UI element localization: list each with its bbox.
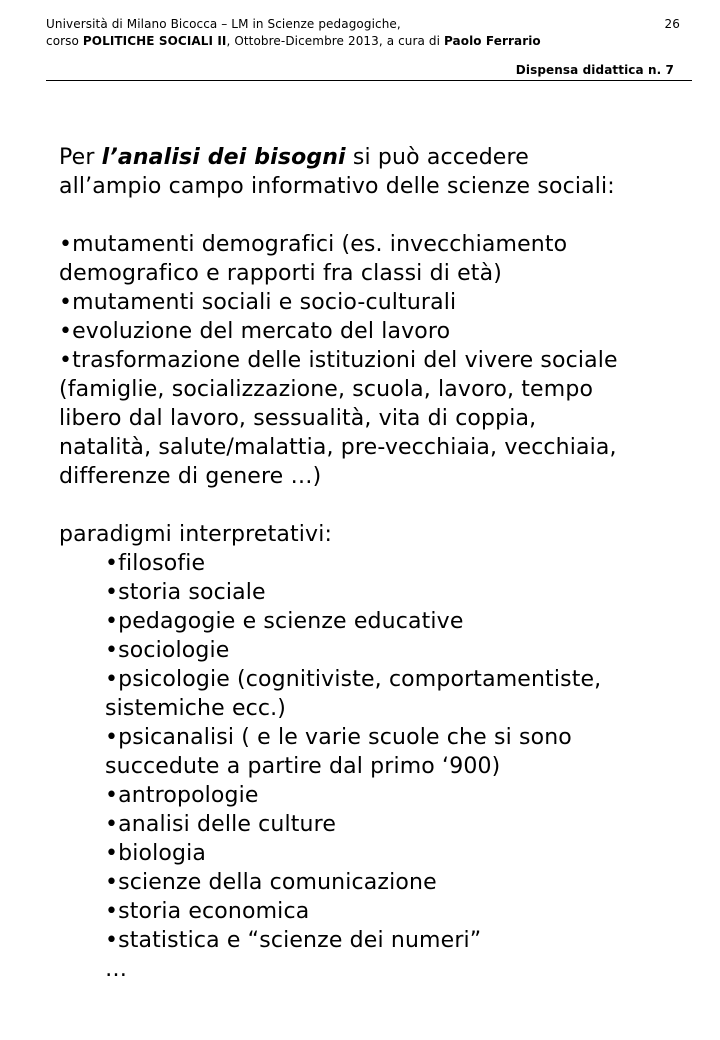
paradigm-item-line: •psicologie (cognitiviste, comportamentiste, (105, 667, 602, 692)
paradigm-item-line: •pedagogie e scienze educative (105, 609, 464, 634)
bullet-item (59, 288, 689, 317)
paradigm-item-line: •sociologie (105, 638, 230, 663)
header-dispensa: Dispensa didattica n. 7 (515, 63, 674, 77)
bullet-item-line: differenze di genere …) (59, 464, 322, 489)
paradigm-item (105, 549, 689, 578)
paradigm-item-line: •filosofie (105, 551, 206, 576)
paradigm-item (105, 839, 689, 868)
header-course-line (46, 33, 692, 50)
paradigm-item-line: •antropologie (105, 783, 259, 808)
bullet-item-line: •evoluzione del mercato del lavoro (59, 319, 451, 344)
spacer (59, 491, 689, 520)
paradigms-ellipsis: … (105, 957, 128, 982)
page-body (59, 143, 689, 984)
bullet-item-line: libero dal lavoro, sessualità, vita di coppia, (59, 406, 537, 431)
paradigm-list (59, 549, 689, 955)
spacer (59, 201, 689, 230)
intro-prefix: Per (59, 145, 102, 170)
paradigm-item (105, 723, 689, 781)
paradigm-item-line: •analisi delle culture (105, 812, 337, 837)
paradigm-item-line: •statistica e “scienze dei numeri” (105, 928, 482, 953)
paradigm-item (105, 607, 689, 636)
paradigm-item (105, 636, 689, 665)
bullet-list (59, 230, 689, 491)
bullet-item-line: •mutamenti sociali e socio-culturali (59, 290, 457, 315)
paradigm-item (105, 897, 689, 926)
bullet-item (59, 346, 689, 491)
bullet-item-line: •mutamenti demografici (es. invecchiamento (59, 232, 568, 257)
header-university: Università di Milano Bicocca – LM in Scienze pedagogiche, (46, 17, 401, 31)
bullet-item-line: natalità, salute/malattia, pre-vecchiaia, vecchiaia, (59, 435, 617, 460)
paradigm-item-line: •storia sociale (105, 580, 266, 605)
paradigm-item (105, 926, 689, 955)
header-university-line (46, 16, 692, 33)
bullet-item (59, 230, 689, 288)
page-header (46, 16, 692, 77)
paradigm-item (105, 868, 689, 897)
header-course-details: , Ottobre-Dicembre 2013, a cura di (226, 34, 444, 48)
bullet-item (59, 317, 689, 346)
intro-emphasis: l’analisi dei bisogni (101, 145, 346, 170)
intro-line-1 (59, 143, 689, 172)
page-number: 26 (664, 17, 680, 31)
paradigm-item-line: •scienze della comunicazione (105, 870, 437, 895)
paradigm-item-line: sistemiche ecc.) (105, 696, 287, 721)
intro-rest: si può accedere (345, 145, 529, 170)
bullet-item-line: demografico e rapporti fra classi di età) (59, 261, 502, 286)
paradigm-item-line: •storia economica (105, 899, 310, 924)
paradigm-item (105, 578, 689, 607)
header-course-name: POLITICHE SOCIALI II (82, 34, 227, 48)
paradigm-item-line: •biologia (105, 841, 206, 866)
header-rule (46, 80, 692, 81)
paradigm-item-line: succedute a partire dal primo ‘900) (105, 754, 501, 779)
paradigms-title: paradigmi interpretativi: (59, 522, 333, 547)
paradigm-item (105, 665, 689, 723)
intro-line-2: all’ampio campo informativo delle scienze sociali: (59, 174, 615, 199)
paradigm-item-line: •psicanalisi ( e le varie scuole che si sono (105, 725, 572, 750)
paradigm-item (105, 781, 689, 810)
header-author: Paolo Ferrario (443, 34, 541, 48)
bullet-item-line: (famiglie, socializzazione, scuola, lavoro, tempo (59, 377, 594, 402)
paradigm-item (105, 810, 689, 839)
bullet-item-line: •trasformazione delle istituzioni del vivere sociale (59, 348, 618, 373)
header-course-prefix: corso (46, 34, 83, 48)
